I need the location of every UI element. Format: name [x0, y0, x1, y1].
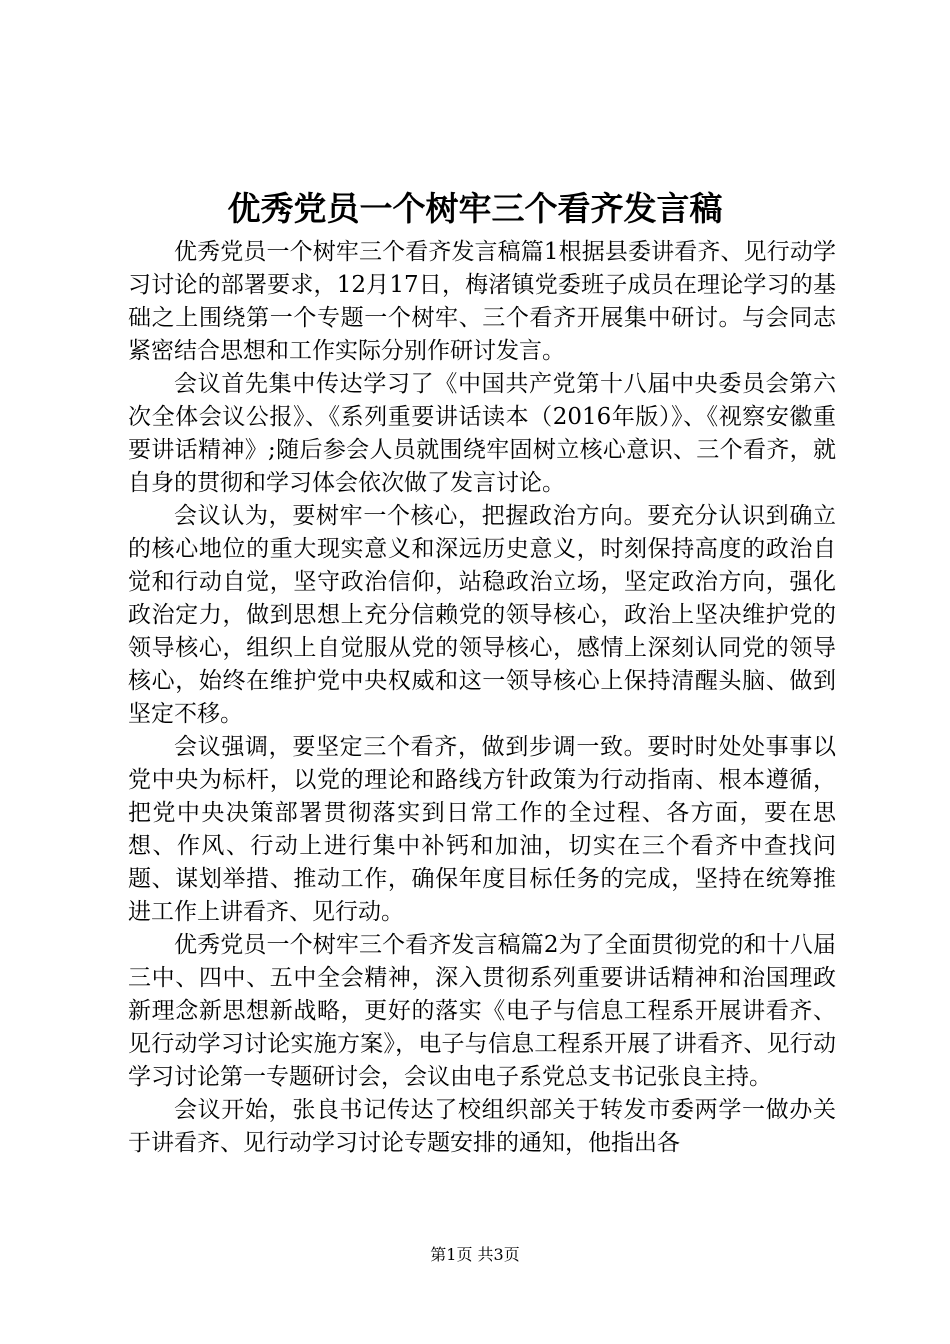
document-title: 优秀党员一个树牢三个看齐发言稿 [227, 189, 723, 228]
document-body [128, 236, 836, 1160]
paragraph-3: 会议认为，要树牢一个核心，把握政治方向。要充分认识到确立的核心地位的重大现实意义和深远历史意义，时刻保持高度的政治自觉和行动自觉，坚守政治信仰，站稳政治立场，坚定政治方向，强化政治定力，做到思想上充分信赖党的领导核心，政治上坚决维护党的领导核心，组织上自觉服从党的领导核心，感情上深刻认同党的领导核心，始终在维护党中央权威和这一领导核心上保持清醒头脑、做到坚定不移。 [128, 503, 836, 727]
paragraph-6: 会议开始，张良书记传达了校组织部关于转发市委两学一做办关于讲看齐、见行动学习讨论专题安排的通知，他指出各 [128, 1097, 836, 1156]
page-footer: 第1页 共3页 [430, 1245, 520, 1264]
paragraph-4: 会议强调，要坚定三个看齐，做到步调一致。要时时处处事事以党中央为标杆，以党的理论和路线方针政策为行动指南、根本遵循，把党中央决策部署贯彻落实到日常工作的全过程、各方面，要在思想、作风、行动上进行集中补钙和加油，切实在三个看齐中查找问题、谋划举措、推动工作，确保年度目标任务的完成，坚持在统筹推进工作上讲看齐、见行动。 [128, 734, 836, 925]
paragraph-1: 优秀党员一个树牢三个看齐发言稿篇1根据县委讲看齐、见行动学习讨论的部署要求，12月17日，梅渚镇党委班子成员在理论学习的基础之上围绕第一个专题一个树牢、三个看齐开展集中研讨。与会同志紧密结合思想和工作实际分别作研讨发言。 [128, 239, 836, 364]
paragraph-2: 会议首先集中传达学习了《中国共产党第十八届中央委员会第六次全体会议公报》、《系列重要讲话读本（2016年版）》、《视察安徽重要讲话精神》;随后参会人员就围绕牢固树立核心意识、三个看齐，就自身的贯彻和学习体会依次做了发言讨论。 [128, 371, 836, 496]
paragraph-5: 优秀党员一个树牢三个看齐发言稿篇2为了全面贯彻党的和十八届三中、四中、五中全会精神，深入贯彻系列重要讲话精神和治国理政新理念新思想新战略，更好的落实《电子与信息工程系开展讲看齐、见行动学习讨论实施方案》，电子与信息工程系开展了讲看齐、见行动学习讨论第一专题研讨会，会议由电子系党总支书记张良主持。 [128, 932, 836, 1090]
